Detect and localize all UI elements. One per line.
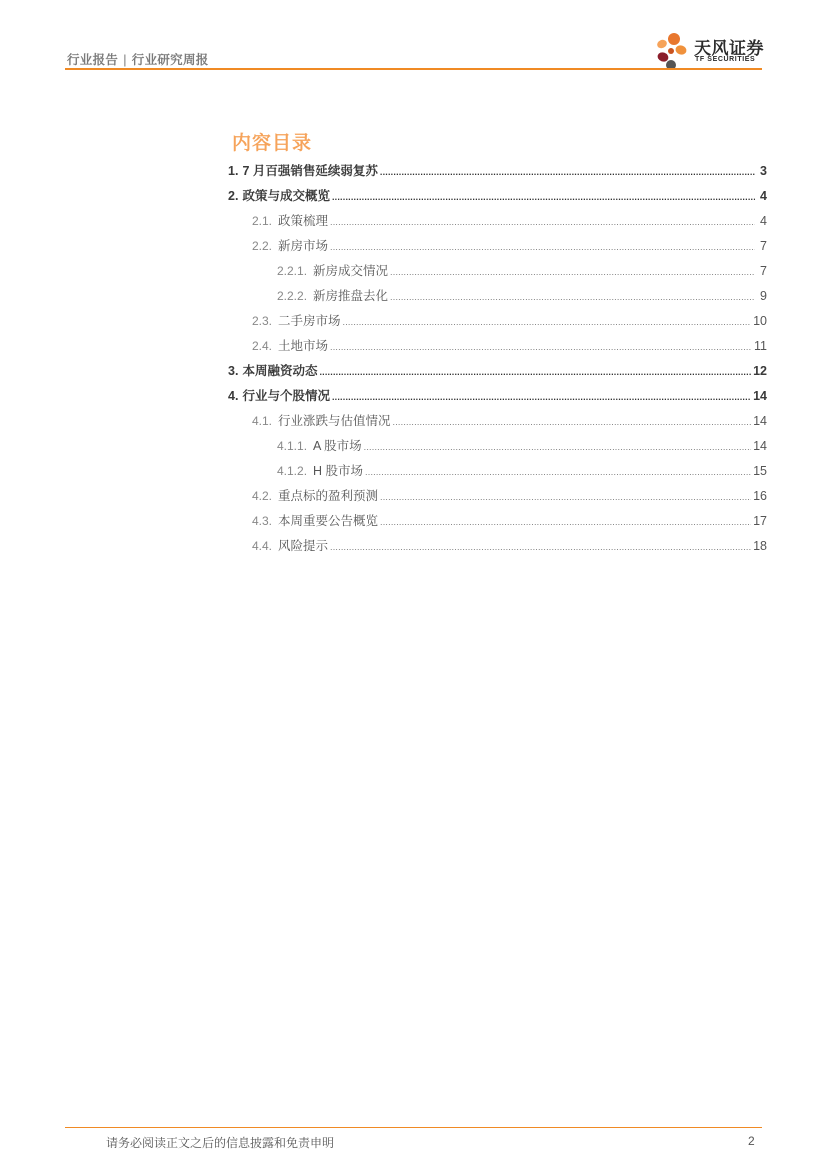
toc-entry-number: 4.1.: [252, 414, 273, 428]
toc-entry-label: [252, 536, 328, 554]
toc-entry[interactable]: [228, 161, 767, 179]
toc-leader-dots: [393, 417, 752, 427]
toc-entry[interactable]: [252, 336, 767, 354]
toc-entry-label: [228, 386, 330, 404]
toc-entry[interactable]: [252, 411, 767, 429]
toc-entry-page: 4: [760, 189, 767, 203]
toc-entry[interactable]: [228, 186, 767, 204]
toc-entry[interactable]: [252, 311, 767, 329]
toc-entry-number: 4.1.1.: [277, 439, 308, 453]
toc-entry-text: 政策梳理: [278, 214, 329, 228]
toc-entry-text: 新房市场: [278, 239, 329, 253]
toc-entry-page: 14: [753, 439, 767, 453]
toc-entry-number: 2.1.: [252, 214, 273, 228]
toc-entry-page: 7: [760, 264, 767, 278]
toc-entry-text: 重点标的盈利预测: [278, 489, 379, 503]
toc-leader-dots: [330, 342, 752, 352]
toc-entry-text: 行业涨跌与估值情况: [278, 414, 391, 428]
logo-en-name: TF SECURITIES: [695, 56, 756, 63]
toc-entry-page: 3: [760, 164, 767, 178]
toc-entry-page: 14: [753, 389, 767, 403]
toc-entry-label: [277, 436, 362, 454]
toc-entry-text: 行业与个股情况: [242, 389, 330, 403]
toc-entry-text: 二手房市场: [278, 314, 341, 328]
toc-entry-label: [228, 361, 317, 379]
toc-entry-label: [252, 311, 341, 329]
logo-cn-name: 天风证券: [694, 39, 764, 58]
toc-entry-number: 4.4.: [252, 539, 273, 553]
toc-entry-page: 16: [753, 489, 767, 503]
toc-leader-dots: [330, 242, 755, 252]
toc-entry-label: [252, 511, 378, 529]
header-separator: |: [123, 53, 127, 67]
toc-leader-dots: [319, 367, 751, 377]
toc-entry[interactable]: [277, 436, 767, 454]
report-type: 行业报告: [67, 53, 119, 67]
toc-entry-text: 土地市场: [278, 339, 329, 353]
toc-leader-dots: [380, 517, 751, 527]
toc-entry-label: [228, 186, 330, 204]
toc-leader-dots: [364, 442, 751, 452]
toc-entry-page: 4: [760, 214, 767, 228]
toc-leader-dots: [390, 292, 755, 302]
toc-entry-number: 4.3.: [252, 514, 273, 528]
toc-entry-page: 11: [754, 339, 767, 353]
toc-entry-label: [252, 411, 391, 429]
toc-entry[interactable]: [277, 461, 767, 479]
toc-entry-text: 本周融资动态: [242, 364, 318, 378]
toc-entry-number: 3.: [228, 364, 239, 378]
toc-entry-text: 政策与成交概览: [242, 189, 330, 203]
toc-entry-number: 2.3.: [252, 314, 273, 328]
footer-divider: [65, 1127, 762, 1128]
toc-entry-number: 2.: [228, 189, 239, 203]
toc-entry-text: 新房成交情况: [313, 264, 389, 278]
toc-entry[interactable]: [252, 486, 767, 504]
toc-entry-text: 新房推盘去化: [313, 289, 389, 303]
toc-entry-number: 2.2.2.: [277, 289, 308, 303]
toc-entry-label: [277, 461, 363, 479]
toc-entry-number: 2.4.: [252, 339, 273, 353]
toc-entry[interactable]: [252, 211, 767, 229]
toc-entry-number: 2.2.1.: [277, 264, 308, 278]
toc-leader-dots: [330, 542, 751, 552]
header-divider: [65, 68, 762, 70]
toc-entry-label: [252, 236, 328, 254]
toc-entry-number: 4.2.: [252, 489, 273, 503]
toc-entry[interactable]: [252, 236, 767, 254]
toc-leader-dots: [343, 317, 752, 327]
toc-entry-page: 10: [753, 314, 767, 328]
toc-entry-text: H 股市场: [313, 464, 364, 478]
toc-entry-text: 风险提示: [278, 539, 329, 553]
toc-entry-page: 14: [753, 414, 767, 428]
toc-entry-number: 1.: [228, 164, 239, 178]
toc-entry-label: [252, 336, 328, 354]
toc-entry-text: A 股市场: [313, 439, 362, 453]
toc-entry-label: [252, 486, 378, 504]
toc-entry-page: 15: [753, 464, 767, 478]
page-number: 2: [748, 1134, 755, 1148]
toc-leader-dots: [332, 192, 755, 202]
toc-entry-page: 17: [753, 514, 767, 528]
toc-entry[interactable]: [252, 511, 767, 529]
toc-entry[interactable]: [228, 386, 767, 404]
toc-leader-dots: [380, 167, 755, 177]
toc-entry-number: 4.1.2.: [277, 464, 308, 478]
toc-entry-number: 4.: [228, 389, 239, 403]
toc-entry-page: 18: [753, 539, 767, 553]
toc-entry[interactable]: [277, 286, 767, 304]
logo-petals-icon: [650, 30, 692, 72]
toc-leader-dots: [380, 492, 751, 502]
toc-entry-page: 9: [760, 289, 767, 303]
toc-entry-number: 2.2.: [252, 239, 273, 253]
company-logo: [650, 30, 765, 72]
report-subtype: 行业研究周报: [131, 53, 209, 67]
toc-leader-dots: [390, 267, 755, 277]
toc-entry-label: [277, 261, 388, 279]
toc-entry-text: 7 月百强销售延续弱复苏: [242, 164, 378, 178]
toc-entry-label: [277, 286, 388, 304]
toc-title: 内容目录: [232, 133, 313, 154]
toc-entry-label: [228, 161, 378, 179]
toc-entry-page: 7: [760, 239, 767, 253]
toc-leader-dots: [332, 392, 751, 402]
toc-entry-label: [252, 211, 328, 229]
toc-leader-dots: [330, 217, 755, 227]
toc-entry[interactable]: [228, 361, 767, 379]
toc-entry-text: 本周重要公告概览: [278, 514, 379, 528]
toc-leader-dots: [365, 467, 751, 477]
toc-entry-page: 12: [753, 364, 767, 378]
report-header: [67, 50, 209, 68]
toc-entry[interactable]: [277, 261, 767, 279]
toc-entry[interactable]: [252, 536, 767, 554]
footer-disclaimer: 请务必阅读正文之后的信息披露和免责申明: [106, 1136, 335, 1150]
